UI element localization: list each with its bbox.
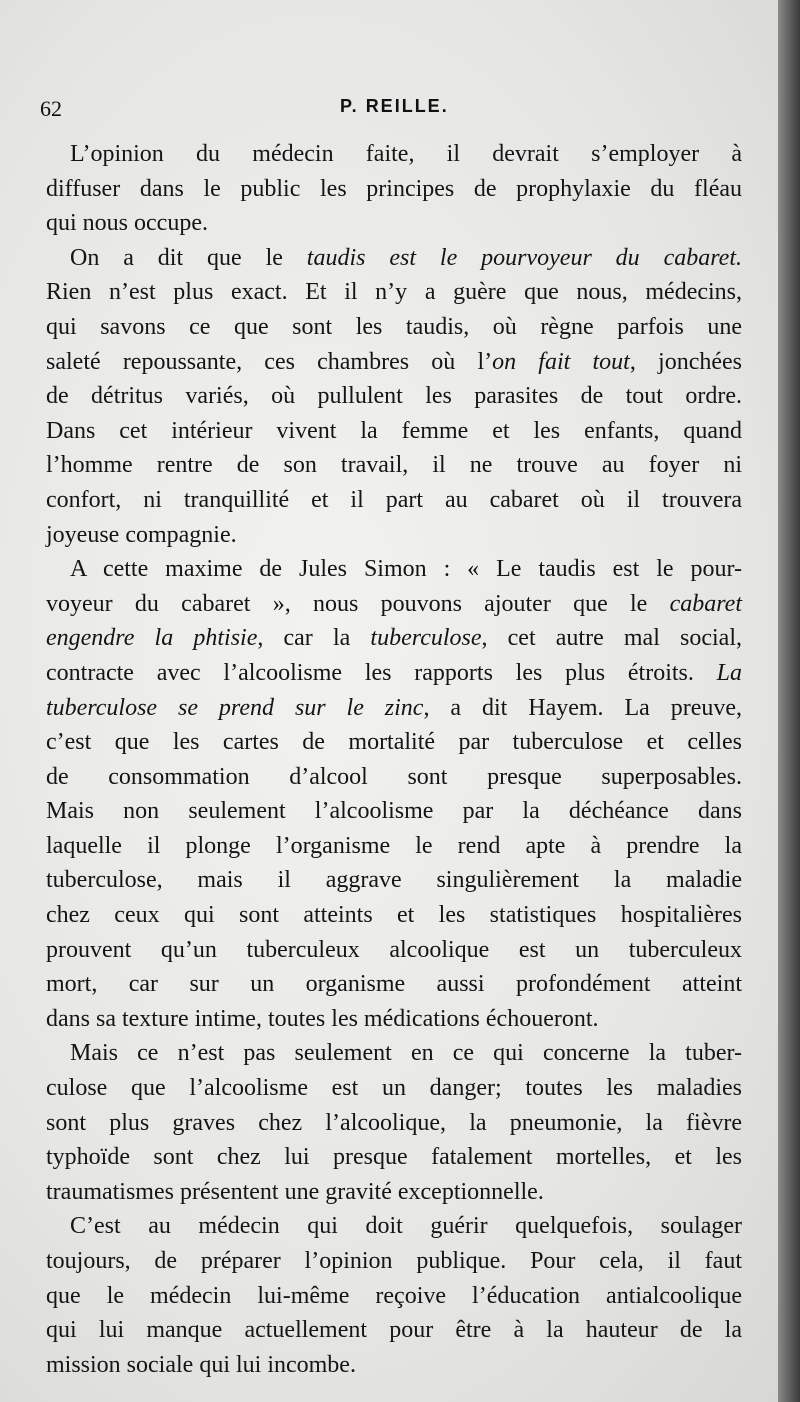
italic-text-run: on fait tout — [492, 348, 630, 375]
text-line — [46, 137, 742, 172]
text-run: Mais non seulement l’alcoolisme par la déchéance dans — [46, 798, 742, 825]
text-run: mort, car sur un organisme aussi profondément atteint — [46, 971, 742, 998]
text-run: diffuser dans le public les principes de prophylaxie du fléau — [46, 175, 742, 202]
text-line — [46, 552, 742, 587]
text-run: tuberculose, mais il aggrave singulièrement la maladie — [46, 867, 742, 894]
text-line — [46, 172, 742, 207]
text-run: L’opinion du médecin faite, il devrait s’employer à — [70, 141, 742, 167]
text-line — [46, 379, 742, 414]
text-run: joyeuse compagnie. — [46, 521, 237, 548]
text-line — [46, 241, 742, 276]
text-run: , a dit Hayem. La preuve, — [423, 694, 742, 721]
text-line — [46, 1279, 742, 1314]
text-line — [46, 725, 742, 760]
text-line — [46, 829, 742, 864]
text-run: toujours, de préparer l’opinion publique. Pour cela, il faut — [46, 1248, 742, 1274]
text-line — [46, 1313, 742, 1348]
text-line — [46, 898, 742, 933]
text-run: , car la — [257, 625, 371, 652]
text-line — [46, 691, 742, 726]
text-run: sont plus graves chez l’alcoolique, la pneumonie, la fièvre — [46, 1109, 742, 1136]
text-line — [46, 933, 742, 968]
text-run: qui nous occupe. — [46, 210, 208, 237]
text-line — [46, 414, 742, 449]
text-run: confort, ni tranquillité et il part au cabaret où il trouvera — [46, 486, 742, 513]
text-line — [46, 1106, 742, 1141]
text-run: Dans cet intérieur vivent la femme et les enfants, quand — [46, 417, 742, 444]
italic-text-run: tuberculose — [370, 625, 482, 652]
text-line — [46, 794, 742, 829]
text-run: traumatismes présentent une gravité exceptionnelle. — [46, 1178, 544, 1205]
running-head: P. REILLE. — [340, 96, 449, 116]
text-run: voyeur du cabaret », nous pouvons ajouter que le — [46, 590, 670, 617]
italic-text-run: La — [716, 659, 742, 686]
text-line — [46, 310, 742, 345]
text-run: Rien n’est plus exact. Et il n’y a guère que nous, médecins, — [46, 279, 742, 306]
text-run: que le médecin lui-même reçoive l’éducation antialcoolique — [46, 1282, 742, 1309]
paragraph — [46, 241, 742, 552]
text-run: dans sa texture intime, toutes les médications échoueront. — [46, 1005, 599, 1032]
text-run: qui lui manque actuellement pour être à la hauteur de la — [46, 1317, 742, 1344]
text-run: culose que l’alcoolisme est un danger; toutes les maladies — [46, 1075, 742, 1102]
text-line — [46, 1036, 742, 1071]
text-line — [46, 206, 742, 241]
text-line — [46, 483, 742, 518]
text-run: , cet autre mal social, — [481, 625, 742, 652]
text-run: l’homme rentre de son travail, il ne trouve au foyer ni — [46, 452, 742, 479]
text-line — [46, 1140, 742, 1175]
text-run: typhoïde sont chez lui presque fatalement mortelles, et les — [46, 1144, 742, 1171]
text-run: de consommation d’alcool sont presque superposables. — [46, 763, 742, 790]
text-line — [46, 1071, 742, 1106]
italic-text-run: tuberculose se prend sur le zinc — [46, 694, 424, 721]
text-line — [46, 1348, 742, 1383]
text-run: chez ceux qui sont atteints et les statistiques hospitalières — [46, 902, 742, 929]
text-line — [46, 1002, 742, 1037]
text-line — [46, 1175, 742, 1210]
text-run: saleté repoussante, ces chambres où l’ — [46, 348, 493, 375]
text-line — [46, 518, 742, 553]
text-line — [46, 656, 742, 691]
italic-text-run: engendre la phtisie — [46, 625, 258, 652]
italic-text-run: cabaret — [669, 590, 742, 617]
body-text — [46, 137, 742, 1382]
page-header — [40, 96, 740, 126]
text-run: prouvent qu’un tuberculeux alcoolique est un tuberculeux — [46, 936, 742, 963]
text-run: Mais ce n’est pas seulement en ce qui concerne la tuber- — [70, 1040, 742, 1067]
text-line — [46, 967, 742, 1002]
italic-text-run: taudis est le pourvoyeur du cabaret. — [306, 244, 743, 271]
text-line — [46, 448, 742, 483]
text-run: On a dit que le — [70, 244, 307, 271]
text-line — [46, 275, 742, 310]
text-run: A cette maxime de Jules Simon : « Le taudis est le pour- — [70, 556, 742, 583]
text-run: de détritus variés, où pullulent les parasites de tout ordre. — [46, 383, 742, 410]
text-line — [46, 621, 742, 656]
paragraph — [46, 1036, 742, 1209]
text-run: qui savons ce que sont les taudis, où règne parfois une — [46, 313, 742, 340]
text-run: mission sociale qui lui incombe. — [46, 1351, 356, 1378]
text-run: laquelle il plonge l’organisme le rend apte à prendre la — [46, 832, 742, 859]
text-line — [46, 587, 742, 622]
text-run: contracte avec l’alcoolisme les rapports les plus étroits. — [46, 659, 717, 686]
text-line — [46, 760, 742, 795]
text-run: , jonchées — [629, 348, 742, 375]
paragraph — [46, 137, 742, 241]
text-line — [46, 863, 742, 898]
text-line — [46, 1244, 742, 1279]
page-number: 62 — [40, 96, 62, 121]
text-line — [46, 345, 742, 380]
text-run: C’est au médecin qui doit guérir quelquefois, soulager — [70, 1213, 742, 1240]
text-line — [46, 1209, 742, 1244]
paragraph — [46, 552, 742, 1036]
text-run: c’est que les cartes de mortalité par tuberculose et celles — [46, 729, 742, 756]
paragraph — [46, 1209, 742, 1382]
